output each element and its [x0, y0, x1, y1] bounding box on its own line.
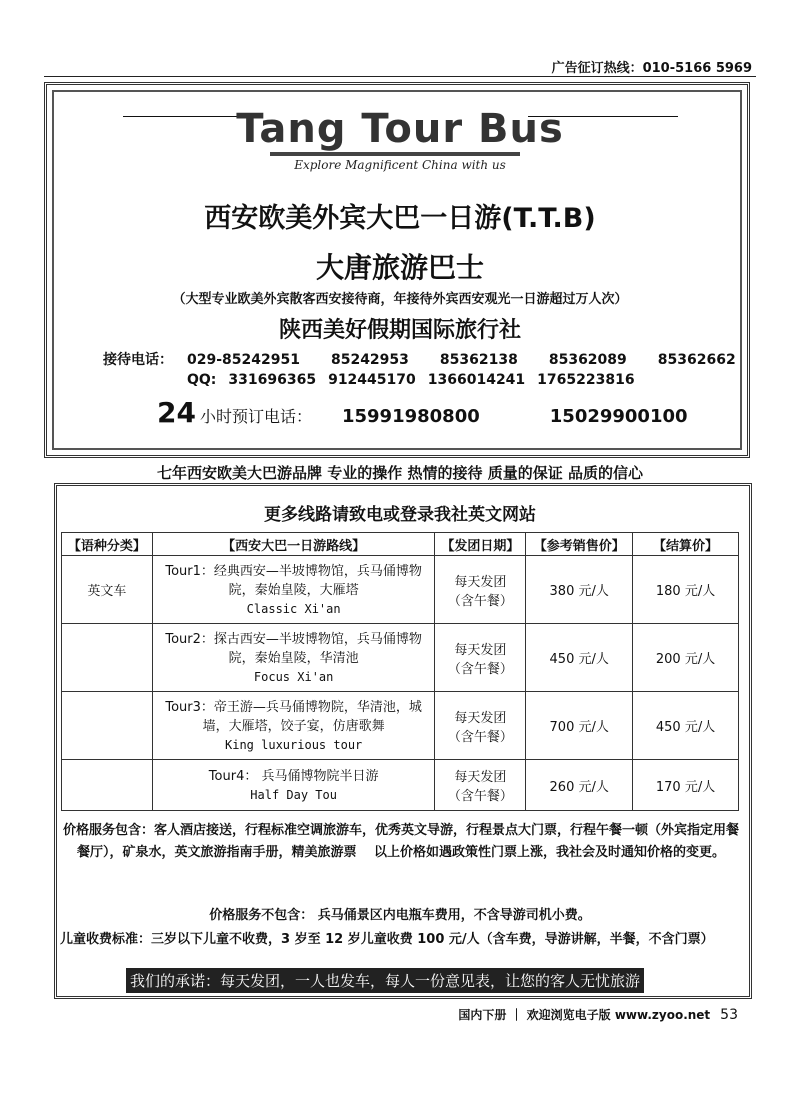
- ad-hotline: 广告征订热线：010-5166 5969: [551, 61, 752, 76]
- our-promise-banner: 我们的承诺：每天发团，一人也发车，每人一份意见表，让您的客人无忧旅游: [126, 968, 644, 993]
- price-cell: 380 元/人: [526, 556, 633, 624]
- phone-number: 85362138: [439, 352, 518, 368]
- header-price: 【参考销售价】: [526, 533, 633, 556]
- header-date: 【发团日期】: [435, 533, 526, 556]
- tang-tour-bus-logo: Tang Tour Bus: [236, 106, 564, 152]
- route-cell: Tour4： 兵马俑博物院半日游 Half Day Tou: [152, 760, 435, 811]
- language-category: [62, 760, 153, 811]
- qq-number: 912445170: [328, 372, 416, 388]
- date-cell: 每天发团 （含午餐）: [435, 556, 526, 624]
- date-cell: 每天发团 （含午餐）: [435, 760, 526, 811]
- page-number: 53: [720, 1007, 738, 1023]
- agency-name: 陕西美好假期国际旅行社: [278, 318, 521, 343]
- qq-number: 1366014241: [427, 372, 526, 388]
- table-row: [62, 760, 739, 811]
- footer-text: 国内下册 ｜ 欢迎浏览电子版 www.zyoo.net: [458, 1008, 711, 1022]
- routes-table: [61, 532, 739, 811]
- header-rule: [44, 76, 756, 77]
- table-row: [62, 624, 739, 692]
- brand-slogan: 七年西安欧美大巴游品牌 专业的操作 热情的接待 质量的保证 品质的信心: [157, 464, 643, 482]
- language-category: [62, 624, 153, 692]
- phone-number: 85242953: [330, 352, 409, 368]
- settle-cell: 200 元/人: [633, 624, 739, 692]
- qq-number: 1765223816: [537, 372, 635, 388]
- table-header-row: [62, 533, 739, 556]
- booking-line: [157, 396, 758, 429]
- qq-number: 331696365: [228, 372, 317, 388]
- phone-label: 接待电话：: [103, 352, 173, 368]
- booking-number: 15029900100: [549, 406, 688, 427]
- logo-tagline: Explore Magnificent China with us: [294, 158, 506, 172]
- route-cell: Tour2：探古西安—半坡博物馆，兵马俑博物 院，秦始皇陵，华清池 Focus Xi'an: [152, 624, 435, 692]
- page-footer: [458, 1006, 738, 1023]
- reception-phones: [103, 349, 767, 369]
- brand-title: 大唐旅游巴士: [315, 251, 484, 284]
- date-cell: 每天发团 （含午餐）: [435, 624, 526, 692]
- price-excludes: 价格服务不包含： 兵马俑景区内电瓶车费用，不含导游司机小费。: [209, 908, 591, 923]
- date-cell: 每天发团 （含午餐）: [435, 692, 526, 760]
- booking-number: 15991980800: [341, 406, 480, 427]
- route-cell: Tour1：经典西安—半坡博物馆，兵马俑博物 院，秦始皇陵，大雁塔 Classic Xi'an: [152, 556, 435, 624]
- header-language: 【语种分类】: [62, 533, 153, 556]
- table-row: [62, 692, 739, 760]
- phone-number: 85362662: [657, 352, 736, 368]
- subtitle: （大型专业欧美外宾散客西安接待商，年接待外宾西安观光一日游超过万人次）: [172, 292, 628, 307]
- more-routes-heading: 更多线路请致电或登录我社英文网站: [264, 505, 536, 525]
- language-category: [62, 692, 153, 760]
- phone-number: 85362089: [548, 352, 627, 368]
- language-category: 英文车: [62, 556, 153, 624]
- qq-label: QQ:: [187, 372, 217, 388]
- table-row: [62, 556, 739, 624]
- settle-cell: 180 元/人: [633, 556, 739, 624]
- logo-underline: [270, 152, 520, 156]
- price-cell: 450 元/人: [526, 624, 633, 692]
- route-cell: Tour3：帝王游—兵马俑博物院，华清池，城 墙，大雁塔，饺子宴，仿唐歌舞 King luxurious tour: [152, 692, 435, 760]
- main-title: 西安欧美外宾大巴一日游(T.T.B): [204, 203, 596, 234]
- phone-number: 029-85242951: [187, 352, 300, 368]
- header-settlement: 【结算价】: [633, 533, 739, 556]
- price-includes: 价格服务包含：客人酒店接送，行程标准空调旅游车，优秀英文导游，行程景点大门票，行程午餐一顿（外宾指定用餐餐厅），矿泉水，英文旅游指南手册，精美旅游票 以上价格如遇政策性门票上涨，我社会及时通知价格的变更。: [62, 823, 739, 860]
- qq-numbers: [187, 372, 647, 388]
- child-pricing: 儿童收费标准：三岁以下儿童不收费，3 岁至 12 岁儿童收费 100 元/人（含车费，导游讲解，半餐，不含门票）: [60, 932, 714, 947]
- header-route: 【西安大巴一日游路线】: [152, 533, 435, 556]
- settle-cell: 450 元/人: [633, 692, 739, 760]
- booking-hours: 24: [157, 396, 196, 429]
- booking-label: 小时预订电话：: [199, 407, 312, 426]
- price-cell: 260 元/人: [526, 760, 633, 811]
- price-cell: 700 元/人: [526, 692, 633, 760]
- settle-cell: 170 元/人: [633, 760, 739, 811]
